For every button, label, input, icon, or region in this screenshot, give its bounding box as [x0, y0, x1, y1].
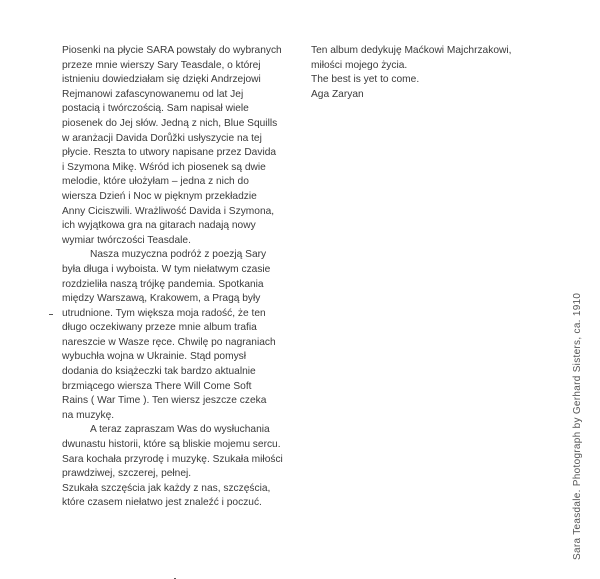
text-line: prawdziwej, szczerej, pełnej. [62, 468, 192, 480]
text-line: postacią i twórczością. Sam napisał wiele [62, 103, 249, 115]
text-line: ich wyjątkowa gra na gitarach nadają nowy [62, 220, 256, 232]
text-line: melodie, które ułożyłam – jedna z nich do [62, 176, 249, 188]
text-line: rozdzieliła naszą trójkę pandemia. Spotkania [62, 278, 264, 290]
text-line: wybuchła wojna w Ukrainie. Stąd pomysł [62, 351, 247, 363]
text-line: przeze mnie wierszy Sary Teasdale, o której [62, 59, 261, 71]
text-line: Szukała szczęścia jak każdy z nas, szczęścia, [62, 482, 271, 494]
text-line: wymiar twórczości Teasdale. [62, 234, 191, 246]
text-line: płycie. Reszta to utwory napisane przez Davida [62, 147, 277, 159]
paragraph-journey [62, 248, 310, 423]
text-line: i Szymona Mikę. Wśród ich piosenek są dwie [62, 161, 266, 173]
text-line: dwunastu historii, które są bliskie mojemu sercu. [62, 439, 281, 451]
text-line: istnieniu dowiedziałam się dzięki Andrzejowi [62, 74, 261, 86]
photo-caption: Sara Teasdale. Photograph by Gerhard Sisters, ca. 1910 [572, 292, 583, 560]
text-line: utrudnione. Tym większa moja radość, że ten [62, 307, 266, 319]
signature-name: Aga Zaryan [311, 88, 364, 100]
text-line: Anny Ciciszwili. Wrażliwość Davida i Szymona, [62, 205, 275, 217]
text-line: piosenek do Jej słów. Jedną z nich, Blue Squills [62, 117, 278, 129]
text-line: na muzykę. [62, 409, 115, 421]
text-line: dodania do książeczki tak bardzo aktualnie [62, 366, 256, 378]
text-line: Sara kochała przyrodę i muzykę. Szukała miłości [62, 453, 283, 465]
text-line: Nasza muzyczna podróż z poezją Sary [90, 249, 267, 261]
dedication-line: The best is yet to come. [311, 74, 420, 86]
main-text-column [62, 44, 310, 511]
text-line: między Warszawą, Krakowem, a Pragą były [62, 293, 261, 305]
text-line: Rejmanowi zafascynowanemu od lat Jej [62, 88, 244, 100]
dedication-line: Ten album dedykuję Maćkowi Majchrzakowi, [311, 45, 512, 56]
dedication-column [311, 44, 541, 102]
text-line: brzmiącego wiersza There Will Come Soft [62, 380, 252, 392]
paragraph-intro [62, 44, 310, 248]
text-line: Piosenki na płycie SARA powstały do wybranych [62, 45, 282, 56]
text-line: wiersza Dzień i Noc w pięknym przekładzie [62, 190, 257, 202]
text-line: Rains ( War Time ). Ten wiersz jeszcze czeka [62, 395, 267, 407]
dedication-line: miłości mojego życia. [311, 59, 408, 71]
text-line: w aranżacji Davida Dorůžki usłyszycie na tej [62, 132, 262, 144]
margin-mark [49, 314, 53, 315]
text-line: długo oczekiwany przeze mnie album trafia [62, 322, 257, 334]
text-line: nareszcie w Wasze ręce. Chwilę po nagraniach [62, 336, 276, 348]
text-line: była długa i wyboista. W tym niełatwym czasie [62, 263, 271, 275]
paragraph-invitation [62, 423, 310, 511]
text-line: które czasem niełatwo jest znaleźć i poczuć. [62, 497, 262, 509]
text-line: A teraz zapraszam Was do wysłuchania [90, 424, 270, 436]
